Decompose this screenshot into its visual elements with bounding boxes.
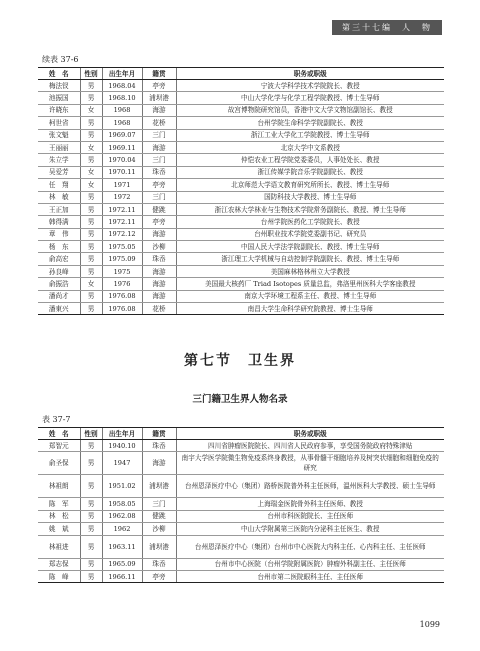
chapter-header-tag: 第三十七编 人 物	[332, 20, 442, 35]
cell-name: 王正加	[38, 203, 80, 215]
cell-name: 姚 斌	[38, 523, 80, 535]
cell-birth: 1970.04	[102, 154, 142, 166]
col-header-name: 姓 名	[38, 428, 80, 440]
cell-position: 南宇大学医学院微生物免疫系终身教授，从事骨髓干细胞培养及树突状细胞和细胞免疫的研究	[176, 452, 444, 475]
cell-name: 林祖朗	[38, 475, 80, 498]
col-header-birth: 出生年月	[102, 68, 142, 80]
cell-hometown: 珠岙	[142, 253, 176, 265]
cell-gender: 男	[80, 558, 102, 570]
cell-position: 浙江工业大学化工学院教授、博士生导师	[176, 129, 444, 141]
cell-birth: 1975.09	[102, 253, 142, 265]
table-row	[38, 80, 444, 92]
cell-gender: 男	[80, 129, 102, 141]
cell-gender: 男	[80, 570, 102, 582]
table-row	[38, 141, 444, 153]
cell-gender: 男	[80, 154, 102, 166]
cell-birth: 1965.09	[102, 558, 142, 570]
cell-name: 俞高宏	[38, 253, 80, 265]
cell-hometown: 亭旁	[142, 216, 176, 228]
cell-gender: 男	[80, 117, 102, 129]
cell-name: 朱立学	[38, 154, 80, 166]
cell-position: 仲恺农业工程学院党委委员，人事处处长、教授	[176, 154, 444, 166]
table1-label: 续表 37-6	[42, 55, 79, 64]
col-header-hometown: 籍贯	[142, 428, 176, 440]
table-row	[38, 290, 444, 302]
cell-birth: 1976	[102, 278, 142, 290]
col-header-hometown: 籍贯	[142, 68, 176, 80]
cell-birth: 1968	[102, 104, 142, 116]
cell-hometown: 浦坝港	[142, 535, 176, 558]
cell-name: 王丽丽	[38, 141, 80, 153]
cell-name: 章 伟	[38, 228, 80, 240]
cell-birth: 1972.11	[102, 216, 142, 228]
cell-birth: 1968.04	[102, 80, 142, 92]
sub-title: 三门籍卫生界人物名录	[192, 394, 288, 405]
col-header-name: 姓 名	[38, 68, 80, 80]
cell-name: 潘東兴	[38, 303, 80, 315]
cell-hometown: 珠岙	[142, 440, 176, 452]
cell-position: 美国最大核药厂 Triad Isotopes 质量总监，弗洛里州医科大学客座教授	[176, 278, 444, 290]
cell-birth: 1969.11	[102, 141, 142, 153]
cell-gender: 女	[80, 166, 102, 178]
cell-name: 张文魁	[38, 129, 80, 141]
col-header-gender: 性别	[80, 428, 102, 440]
cell-name: 林 敏	[38, 191, 80, 203]
cell-name: 林 松	[38, 510, 80, 522]
cell-birth: 1962.08	[102, 510, 142, 522]
cell-position: 台州市中心医院（台州学院附属医院）肿瘤外科副主任、主任医师	[176, 558, 444, 570]
cell-position: 台州恩泽医疗中心（集团）台州市中心医院大内科主任、心内科主任、主任医师	[176, 535, 444, 558]
cell-hometown: 海游	[142, 265, 176, 277]
col-header-birth: 出生年月	[102, 428, 142, 440]
table-continued-37-6	[38, 67, 444, 315]
cell-gender: 男	[80, 253, 102, 265]
table-row	[38, 179, 444, 191]
cell-birth: 1971	[102, 179, 142, 191]
cell-name: 梅法钗	[38, 80, 80, 92]
cell-hometown: 三门	[142, 191, 176, 203]
cell-gender: 女	[80, 179, 102, 191]
cell-hometown: 浦坝港	[142, 92, 176, 104]
table-row	[38, 253, 444, 265]
cell-hometown: 健跳	[142, 203, 176, 215]
cell-name: 孙良峰	[38, 265, 80, 277]
table-row	[38, 104, 444, 116]
cell-hometown: 浦坝港	[142, 475, 176, 498]
cell-position: 四川省肿瘤医院院长、四川省人民政府参事，享受国务院政府特殊津贴	[176, 440, 444, 452]
cell-name: 池振国	[38, 92, 80, 104]
cell-gender: 男	[80, 535, 102, 558]
table-row	[38, 166, 444, 178]
table-row	[38, 228, 444, 240]
cell-position: 故宫博物院研究馆员，香港中文大学文物馆副馆长、教授	[176, 104, 444, 116]
cell-birth: 1958.05	[102, 498, 142, 510]
table-row	[38, 191, 444, 203]
cell-hometown: 海游	[142, 290, 176, 302]
cell-position: 国防科技大学教授、博士生导师	[176, 191, 444, 203]
cell-gender: 男	[80, 452, 102, 475]
cell-name: 任 翔	[38, 179, 80, 191]
cell-position: 北京师范大学语文教育研究所所长、教授、博士生导师	[176, 179, 444, 191]
cell-birth: 1976.08	[102, 290, 142, 302]
cell-hometown: 海游	[142, 452, 176, 475]
cell-birth: 1972.11	[102, 203, 142, 215]
cell-gender: 女	[80, 141, 102, 153]
cell-hometown: 亭旁	[142, 179, 176, 191]
cell-name: 郑志保	[38, 558, 80, 570]
cell-gender: 男	[80, 80, 102, 92]
cell-name: 陈 峰	[38, 570, 80, 582]
cell-name: 潘尚才	[38, 290, 80, 302]
cell-position: 上海瑞金医院骨外科主任医师、教授	[176, 498, 444, 510]
cell-position: 浙江农林大学林业与生物技术学院常务副院长、教授、博士生导师	[176, 203, 444, 215]
cell-name: 俞振浩	[38, 278, 80, 290]
cell-hometown: 亭旁	[142, 80, 176, 92]
table-row	[38, 129, 444, 141]
table-row	[38, 265, 444, 277]
cell-position: 南昌大学生命科学研究院教授、博士生导师	[176, 303, 444, 315]
cell-name: 林祖进	[38, 535, 80, 558]
cell-hometown: 沙柳	[142, 241, 176, 253]
cell-hometown: 三门	[142, 498, 176, 510]
table-row	[38, 558, 444, 570]
table-row	[38, 440, 444, 452]
table-row	[38, 92, 444, 104]
table-row	[38, 452, 444, 475]
cell-hometown: 珠岙	[142, 558, 176, 570]
cell-position: 中国人民大学法学院副院长、教授、博士生导师	[176, 241, 444, 253]
page-number: 1099	[419, 620, 440, 629]
cell-birth: 1972.12	[102, 228, 142, 240]
cell-birth: 1972	[102, 191, 142, 203]
cell-hometown: 沙柳	[142, 523, 176, 535]
cell-gender: 男	[80, 191, 102, 203]
cell-birth: 1968	[102, 117, 142, 129]
cell-name: 韩得满	[38, 216, 80, 228]
table-row	[38, 535, 444, 558]
cell-birth: 1951.02	[102, 475, 142, 498]
cell-position: 南京大学环境工程系主任、教授、博士生导师	[176, 290, 444, 302]
cell-position: 台州市第二医院眼科主任、主任医师	[176, 570, 444, 582]
cell-position: 宁波大学科学技术学院院长、教授	[176, 80, 444, 92]
cell-birth: 1970.11	[102, 166, 142, 178]
table-row	[38, 498, 444, 510]
cell-name: 杨 东	[38, 241, 80, 253]
cell-hometown: 三门	[142, 129, 176, 141]
table-row	[38, 154, 444, 166]
cell-position: 中山大学化学与化学工程学院教授、博士生导师	[176, 92, 444, 104]
cell-gender: 男	[80, 216, 102, 228]
cell-hometown: 珠岙	[142, 166, 176, 178]
table-row	[38, 523, 444, 535]
table-37-7	[38, 427, 444, 583]
cell-hometown: 健跳	[142, 510, 176, 522]
cell-hometown: 海游	[142, 141, 176, 153]
cell-birth: 1975	[102, 265, 142, 277]
cell-hometown: 海游	[142, 228, 176, 240]
cell-gender: 男	[80, 510, 102, 522]
cell-position: 台州学院生命科学学院副院长、教授	[176, 117, 444, 129]
cell-birth: 1962	[102, 523, 142, 535]
cell-hometown: 海游	[142, 278, 176, 290]
cell-gender: 男	[80, 440, 102, 452]
cell-gender: 男	[80, 228, 102, 240]
cell-birth: 1940.10	[102, 440, 142, 452]
cell-gender: 女	[80, 278, 102, 290]
cell-gender: 男	[80, 475, 102, 498]
cell-position: 台州恩泽医疗中心（集团）路桥医院普外科主任医师，温州医科大学教授、硕士生导师	[176, 475, 444, 498]
cell-gender: 女	[80, 104, 102, 116]
table-row	[38, 303, 444, 315]
table-row	[38, 117, 444, 129]
cell-hometown: 海游	[142, 104, 176, 116]
cell-birth: 1976.08	[102, 303, 142, 315]
cell-birth: 1975.05	[102, 241, 142, 253]
cell-birth: 1966.11	[102, 570, 142, 582]
cell-position: 中山大学附属第三医院内分泌科主任医生、教授	[176, 523, 444, 535]
table-row	[38, 570, 444, 582]
cell-name: 郑智元	[38, 440, 80, 452]
cell-name: 陈 军	[38, 498, 80, 510]
cell-birth: 1963.11	[102, 535, 142, 558]
table-row	[38, 475, 444, 498]
cell-gender: 男	[80, 290, 102, 302]
cell-gender: 男	[80, 303, 102, 315]
cell-hometown: 三门	[142, 154, 176, 166]
cell-gender: 男	[80, 241, 102, 253]
table-row	[38, 241, 444, 253]
cell-gender: 男	[80, 498, 102, 510]
section-title: 第七节 卫生界	[184, 353, 296, 369]
col-header-position: 职务或职级	[176, 68, 444, 80]
cell-birth: 1968.10	[102, 92, 142, 104]
cell-hometown: 亭旁	[142, 570, 176, 582]
cell-position: 北京大学中文系教授	[176, 141, 444, 153]
cell-gender: 男	[80, 92, 102, 104]
cell-position: 浙江理工大学机械与自动控制学院副院长、教授、博士生导师	[176, 253, 444, 265]
cell-hometown: 花桥	[142, 117, 176, 129]
cell-position: 浙江传媒学院音乐学院副院长、教授	[176, 166, 444, 178]
cell-name: 俞圣保	[38, 452, 80, 475]
table-row	[38, 216, 444, 228]
table-row	[38, 278, 444, 290]
col-header-gender: 性别	[80, 68, 102, 80]
cell-gender: 男	[80, 523, 102, 535]
cell-position: 台州职业技术学院党委副书记、研究员	[176, 228, 444, 240]
table-row	[38, 203, 444, 215]
cell-position: 美国麻林格林州立大学教授	[176, 265, 444, 277]
cell-name: 柯世省	[38, 117, 80, 129]
cell-hometown: 花桥	[142, 303, 176, 315]
cell-position: 台州学院医药化工学院院长、教授	[176, 216, 444, 228]
table2-label: 表 37-7	[42, 415, 71, 424]
cell-position: 台州市科医院院长、主任医师	[176, 510, 444, 522]
table-row	[38, 510, 444, 522]
cell-name: 吴爱芳	[38, 166, 80, 178]
cell-gender: 男	[80, 265, 102, 277]
cell-birth: 1969.07	[102, 129, 142, 141]
cell-gender: 男	[80, 203, 102, 215]
cell-birth: 1947	[102, 452, 142, 475]
cell-name: 许晓东	[38, 104, 80, 116]
col-header-position: 职务或职级	[176, 428, 444, 440]
